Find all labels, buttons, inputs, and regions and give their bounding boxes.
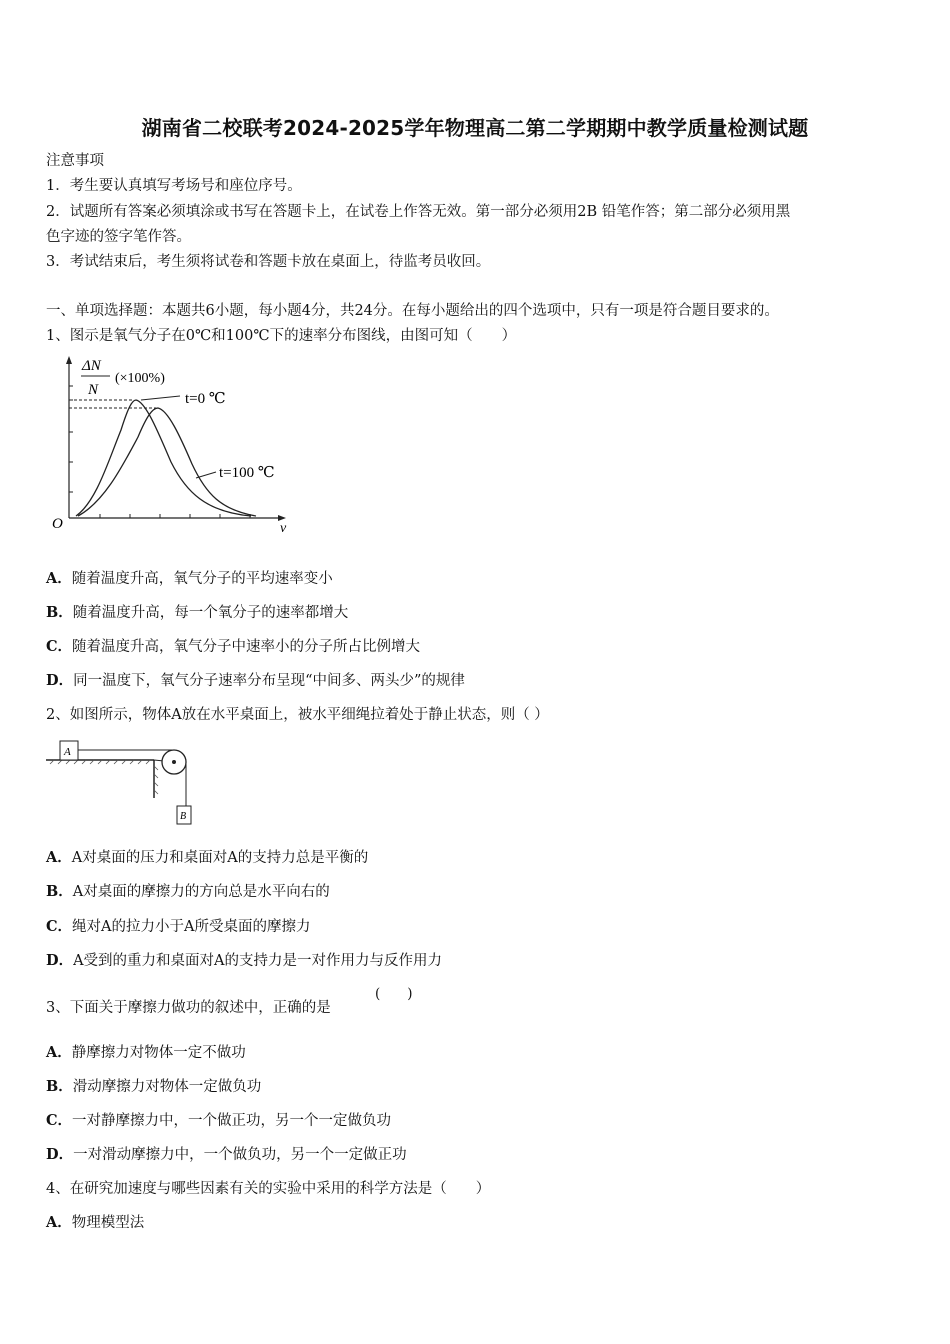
question-2-stem: 2、如图所示，物体A放在水平桌面上，被水平细绳拉着处于静止状态，则（ ） <box>46 707 549 723</box>
option-letter: B． <box>46 883 73 900</box>
option-text: 一对静摩擦力中，一个做正功，另一个一定做负功 <box>72 1113 392 1129</box>
option-letter: A． <box>46 1214 72 1231</box>
curve-0c-label: t=0 ℃ <box>185 391 226 407</box>
x-axis-label: v <box>280 521 287 536</box>
section-heading: 一、单项选择题：本题共6小题，每小题4分，共24分。在每小题给出的四个选项中，只有一项是符合题目要求的。 <box>46 303 779 319</box>
option-text: 一对滑动摩擦力中，一个做负功，另一个一定做正功 <box>73 1147 407 1163</box>
option-letter: C． <box>46 1112 73 1129</box>
curve-100c-label: t=100 ℃ <box>219 465 275 481</box>
option-text: 随着温度升高，氧气分子的平均速率变小 <box>71 571 333 587</box>
pulley-axle <box>172 760 176 764</box>
notice-item: 3．考试结束后，考生须将试卷和答题卡放在桌面上，待监考员收回。 <box>46 254 491 270</box>
option-letter: B． <box>46 604 73 621</box>
option-text: 物理模型法 <box>71 1215 145 1231</box>
block-b-label: B <box>180 811 187 822</box>
option-text: A对桌面的压力和桌面对A的支持力总是平衡的 <box>71 850 369 866</box>
option-2a <box>46 848 368 868</box>
leader-0c <box>141 396 180 400</box>
option-letter: D． <box>46 672 74 689</box>
curve-0c <box>76 400 251 516</box>
option-3a <box>46 1043 246 1063</box>
leader-100c <box>196 472 216 478</box>
question-3-bracket: ( ) <box>375 986 413 1002</box>
option-2d <box>46 951 442 971</box>
y-label-numerator: ΔN <box>82 358 101 374</box>
option-letter: A． <box>46 849 72 866</box>
notice-item: 2．试题所有答案必须填涂或书写在答题卡上，在试卷上作答无效。第一部分必须用2B 铅笔作答；第二部分必须用黑 <box>46 204 791 220</box>
option-letter: B． <box>46 1078 73 1095</box>
notice-item: 1．考生要认真填写考场号和座位序号。 <box>46 178 302 194</box>
option-3c <box>46 1111 391 1131</box>
notice-item: 色字迹的签字笔作答。 <box>46 229 191 245</box>
origin-label: O <box>52 516 63 532</box>
option-letter: A． <box>46 1044 72 1061</box>
option-1a <box>46 569 333 589</box>
option-text: 静摩擦力对物体一定不做功 <box>71 1045 246 1061</box>
option-3b <box>46 1077 261 1097</box>
page-title: 湖南省二校联考2024-2025学年物理高二第二学期期中教学质量检测试题 <box>141 116 809 140</box>
curve-100c <box>78 408 256 516</box>
pulley-figure <box>46 736 206 828</box>
option-text: A受到的重力和桌面对A的支持力是一对作用力与反作用力 <box>73 953 443 969</box>
question-3-stem: 3、下面关于摩擦力做功的叙述中，正确的是 <box>46 1000 331 1016</box>
option-text: 随着温度升高，每一个氧分子的速率都增大 <box>72 605 349 621</box>
y-label-denominator: N <box>88 382 99 398</box>
option-1d <box>46 671 465 691</box>
question-1-stem: 1、图示是氧气分子在0℃和100℃下的速率分布图线，由图可知（ ） <box>46 328 517 344</box>
option-1c <box>46 637 420 657</box>
option-letter: D． <box>46 952 74 969</box>
option-text: 绳对A的拉力小于A所受桌面的摩擦力 <box>72 919 311 935</box>
option-1b <box>46 603 348 623</box>
question-4-stem: 4、在研究加速度与哪些因素有关的实验中采用的科学方法是（ ） <box>46 1181 491 1197</box>
option-letter: D． <box>46 1146 74 1163</box>
y-axis-arrow <box>66 356 72 364</box>
option-text: 同一温度下，氧气分子速率分布呈现“中间多、两头少”的规律 <box>73 673 465 689</box>
option-2b <box>46 882 330 902</box>
block-a-label: A <box>64 746 71 758</box>
option-letter: C． <box>46 918 73 935</box>
speed-distribution-figure <box>46 352 296 537</box>
option-3d <box>46 1145 407 1165</box>
notice-heading: 注意事项 <box>46 153 104 169</box>
option-2c <box>46 917 311 937</box>
option-letter: A． <box>46 570 72 587</box>
option-letter: C． <box>46 638 73 655</box>
y-label-unit: (×100%) <box>115 371 165 386</box>
option-4a <box>46 1213 144 1233</box>
option-text: 随着温度升高，氧气分子中速率小的分子所占比例增大 <box>72 639 421 655</box>
option-text: A对桌面的摩擦力的方向总是水平向右的 <box>72 884 330 900</box>
option-text: 滑动摩擦力对物体一定做负功 <box>72 1079 262 1095</box>
